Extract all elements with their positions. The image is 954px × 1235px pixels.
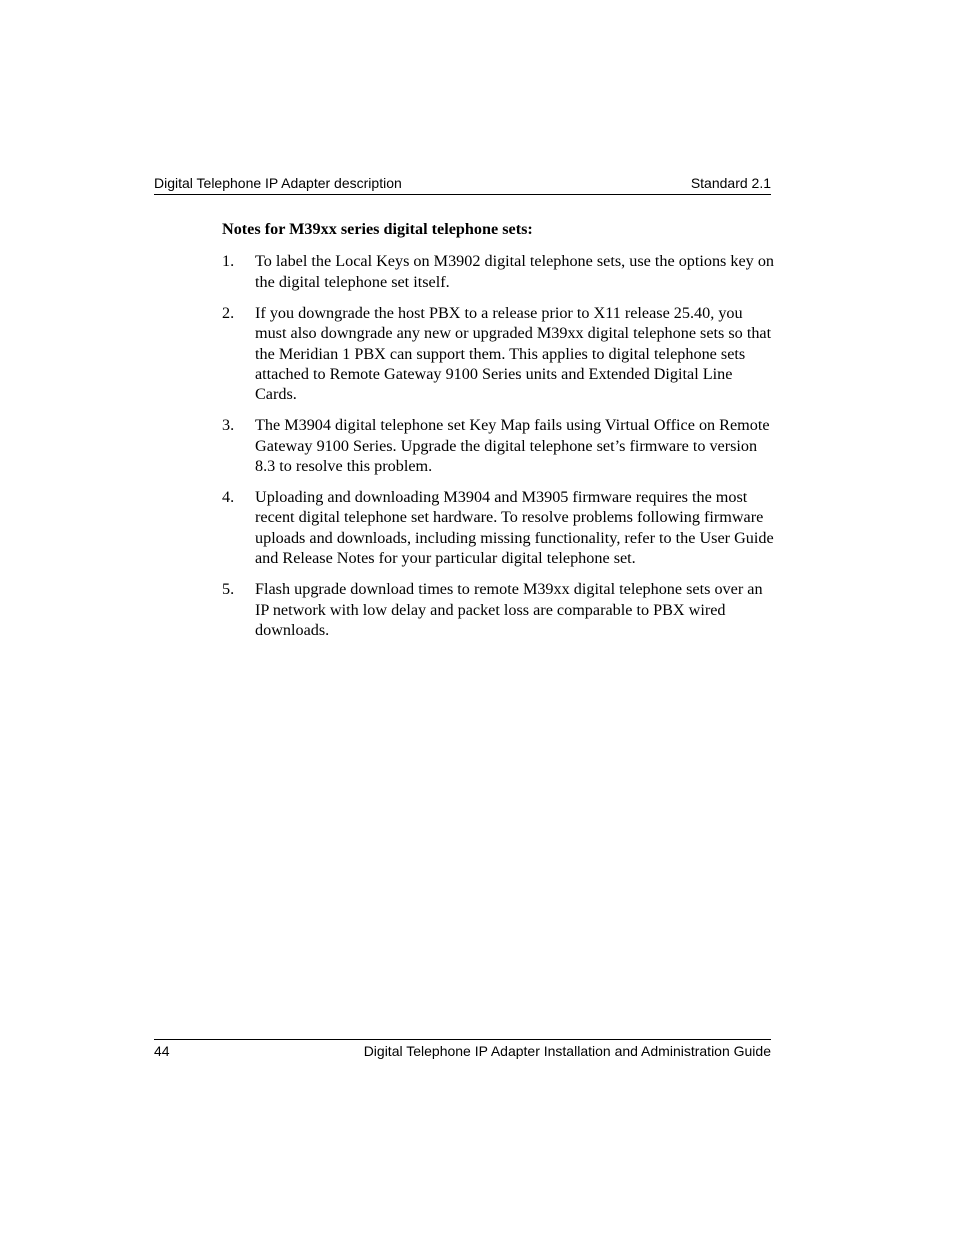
page-number: 44 [154, 1043, 170, 1059]
page-header [154, 174, 771, 195]
list-item-text: To label the Local Keys on M3902 digital telephone sets, use the options key on the digital telephone set itself. [255, 252, 775, 291]
document-title: Digital Telephone IP Adapter Installation and Administration Guide [363, 1043, 771, 1059]
list-item [222, 415, 774, 476]
notes-list [222, 251, 774, 640]
list-item-text: Flash upgrade download times to remote M39xx digital telephone sets over an IP network with low delay and packet loss are comparable to PBX wired downloads. [255, 580, 763, 639]
list-item-number: 2. [222, 303, 235, 322]
page-footer [154, 1039, 771, 1062]
list-item-number: 1. [222, 252, 235, 271]
page-body [222, 219, 774, 651]
header-section-title: Digital Telephone IP Adapter description [154, 175, 402, 191]
list-item-text: Uploading and downloading M3904 and M3905 firmware requires the most recent digital telephone set hardware. To resolve problems following firmware uploads and downloads, including missing functionality, refer to the User Guide and Release Notes for your particular digital telephone set. [255, 487, 774, 568]
list-item-text: If you downgrade the host PBX to a release prior to X11 release 25.40, you must also downgrade any new or upgraded M39xx digital telephone sets so that the Meridian 1 PBX can support them. This applies to digital telephone sets attached to Remote Gateway 9100 Series units and Extended Digital Line Cards. [255, 303, 772, 404]
list-item [222, 303, 774, 405]
list-item [222, 251, 774, 292]
list-item [222, 487, 774, 569]
list-item [222, 579, 774, 640]
notes-heading: Notes for M39xx series digital telephone sets: [222, 220, 533, 238]
list-item-number: 3. [222, 416, 235, 435]
list-item-text: The M3904 digital telephone set Key Map fails using Virtual Office on Remote Gateway 9100 Series. Upgrade the digital telephone set’s firmware to version 8.3 to resolve this problem. [255, 416, 770, 476]
list-item-number: 5. [222, 580, 235, 599]
list-item-number: 4. [222, 487, 235, 506]
header-standard-version: Standard 2.1 [690, 175, 771, 191]
